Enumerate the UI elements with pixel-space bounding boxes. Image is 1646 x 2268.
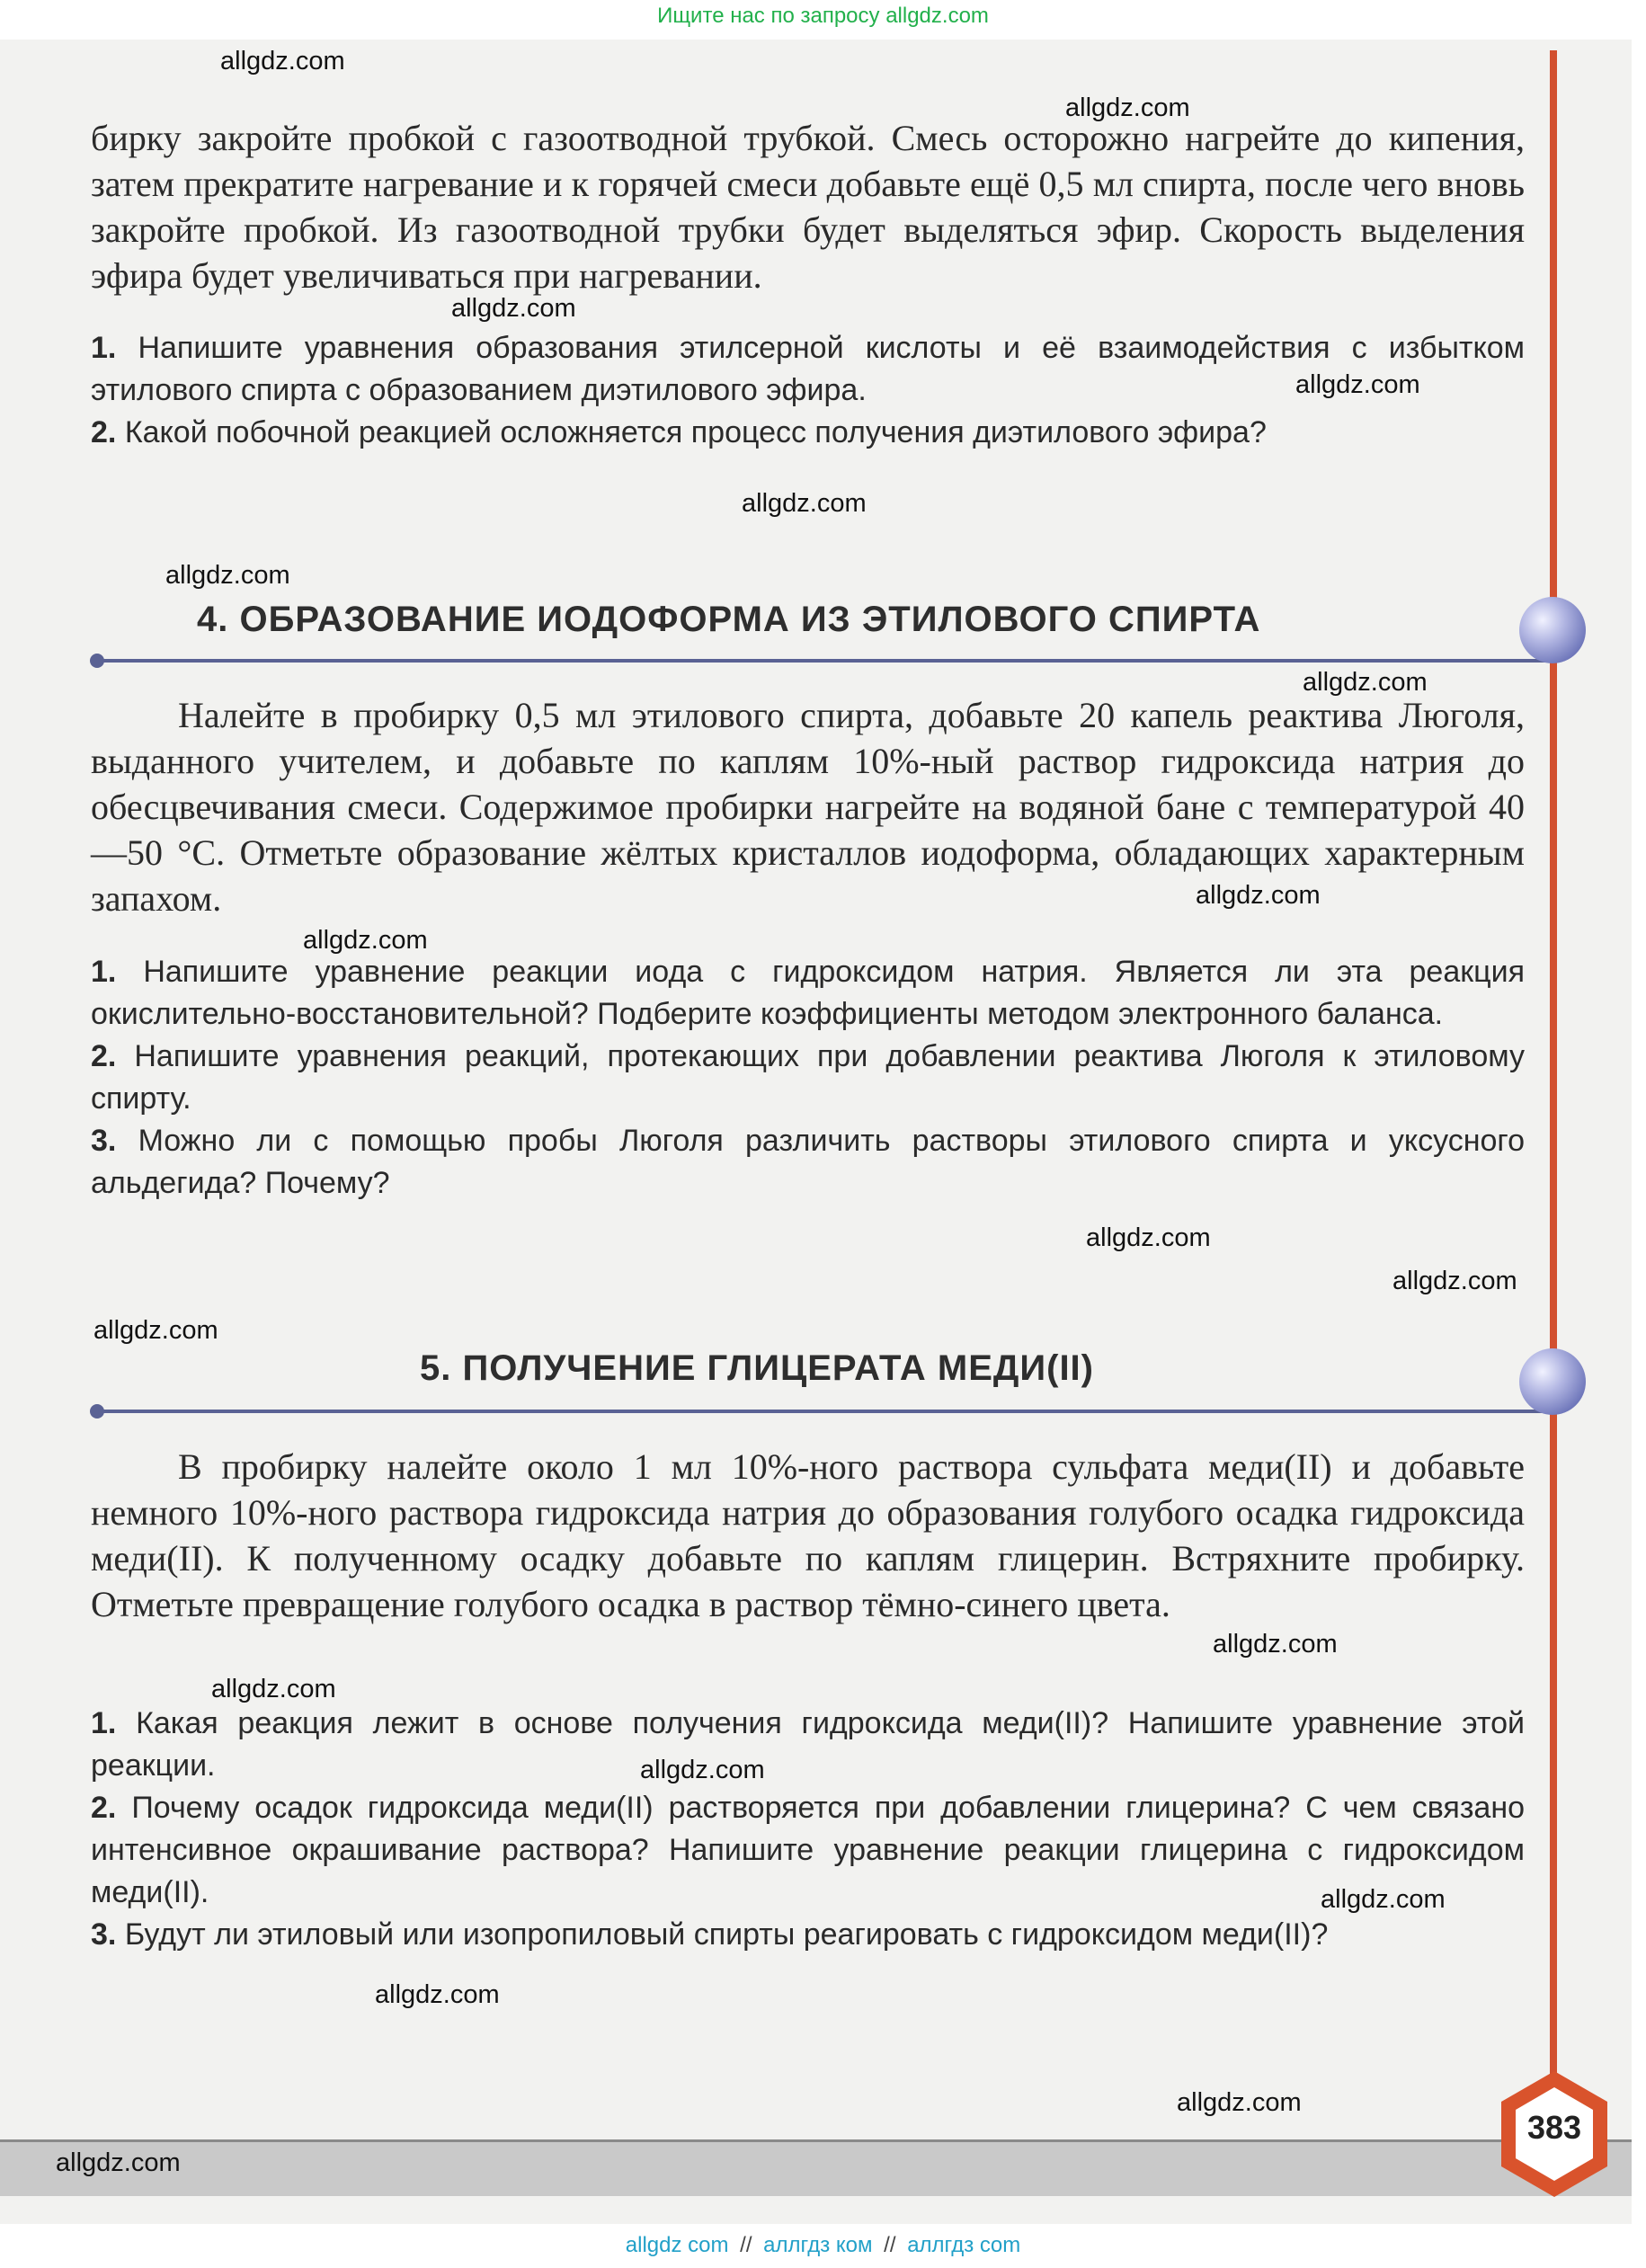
rule-dot <box>90 654 104 668</box>
question-number: 2. <box>91 1039 117 1073</box>
watermark-link[interactable]: allgdz.com <box>640 1756 765 1784</box>
page-footer-band <box>0 2139 1632 2196</box>
question-number: 3. <box>91 1917 117 1952</box>
watermark-link[interactable]: allgdz.com <box>1086 1223 1211 1252</box>
bottom-link[interactable]: аллгдз com <box>907 2233 1021 2257</box>
section-5-paragraph: В пробирку налейте около 1 мл 10%-ного раствора сульфата меди(II) и добавьте немного 10%-ного раствора гидроксида натрия до образования голубого осадка гидроксида меди(II). К полученному осадку добавьте по каплям глицерин. Встряхните пробирку. Отметьте превращение голубого осадка в раствор тёмно-синего цвета. <box>91 1446 1525 1624</box>
intro-paragraph-block <box>91 115 1525 298</box>
watermark-link[interactable]: allgdz.com <box>451 294 576 323</box>
watermark-link[interactable]: allgdz.com <box>56 2148 181 2177</box>
watermark-link[interactable]: allgdz.com <box>1303 668 1428 697</box>
bottom-separator: // <box>740 2233 752 2257</box>
section-ball-marker <box>1519 1348 1586 1415</box>
section-4-paragraph: Налейте в пробирку 0,5 мл этилового спирта, добавьте 20 капель реактива Люголя, выданного учителем, и добавьте по каплям 10%-ный раствор гидроксида натрия до обесцвечивания смеси. Содержимое пробирки нагрейте на водяной бане с температурой 40—50 °С. Отметьте образование жёлтых кристаллов иодоформа, обладающих характерным запахом. <box>91 695 1525 919</box>
question-item <box>91 1914 1525 1956</box>
question-text: Напишите уравнения реакций, протекающих при добавлении реактива Люголя к этиловому спирту. <box>91 1039 1525 1116</box>
question-item <box>91 1036 1525 1120</box>
watermark-link[interactable]: allgdz.com <box>165 561 290 590</box>
question-number: 2. <box>91 415 117 449</box>
watermark-link[interactable]: allgdz.com <box>303 926 428 955</box>
watermark-link[interactable]: allgdz.com <box>211 1675 336 1703</box>
watermark-link[interactable]: allgdz.com <box>220 47 345 76</box>
question-number: 3. <box>91 1124 117 1158</box>
section-4-questions <box>91 951 1525 1205</box>
watermark-link[interactable]: allgdz.com <box>1213 1630 1338 1659</box>
question-text: Напишите уравнения образования этилсерной кислоты и её взаимодействия с избытком этилового спирта с образованием диэтилового эфира. <box>91 331 1525 407</box>
question-item <box>91 1120 1525 1205</box>
rule-dot <box>90 1404 104 1419</box>
section-5-paragraph-block <box>91 1444 1525 1627</box>
question-item <box>91 1787 1525 1914</box>
watermark-link[interactable]: allgdz.com <box>1392 1267 1517 1295</box>
watermark-link[interactable]: allgdz.com <box>1065 93 1190 122</box>
question-item <box>91 951 1525 1036</box>
question-item <box>91 412 1525 454</box>
bottom-link[interactable]: allgdz com <box>625 2233 729 2257</box>
watermark-link[interactable]: allgdz.com <box>93 1316 218 1345</box>
bottom-separator: // <box>884 2233 896 2257</box>
question-item <box>91 1703 1525 1787</box>
section-5-title: 5. ПОЛУЧЕНИЕ ГЛИЦЕРАТА МЕДИ(II) <box>420 1348 1094 1388</box>
question-text: Почему осадок гидроксида меди(II) растворяется при добавлении глицерина? С чем связано интенсивное окрашивание раствора? Напишите уравнение реакции глицерина с гидроксидом меди(II). <box>91 1791 1526 1909</box>
question-number: 1. <box>91 1706 117 1740</box>
bottom-link[interactable]: аллгдз ком <box>763 2233 873 2257</box>
bottom-link-strip <box>0 2233 1646 2258</box>
watermark-link[interactable]: allgdz.com <box>742 489 867 518</box>
question-text: Какой побочной реакцией осложняется процесс получения диэтилового эфира? <box>124 415 1267 449</box>
margin-red-line <box>1550 50 1557 2154</box>
watermark-link[interactable]: allgdz.com <box>1295 370 1420 399</box>
question-text: Какая реакция лежит в основе получения гидроксида меди(II)? Напишите уравнение этой реакции. <box>91 1706 1525 1783</box>
question-text: Напишите уравнение реакции иода с гидроксидом натрия. Является ли эта реакция окислительно-восстановительной? Подберите коэффициенты методом электронного баланса. <box>91 955 1525 1031</box>
question-number: 1. <box>91 955 117 989</box>
watermark-link[interactable]: allgdz.com <box>1321 1885 1446 1914</box>
watermark-link[interactable]: allgdz.com <box>375 1980 500 2009</box>
watermark-link[interactable]: allgdz.com <box>1177 2088 1302 2117</box>
watermark-link[interactable]: allgdz.com <box>1196 881 1321 910</box>
question-text: Можно ли с помощью пробы Люголя различить растворы этилового спирта и уксусного альдегида? Почему? <box>91 1124 1525 1200</box>
section-5-questions <box>91 1703 1525 1956</box>
page-number: 383 <box>1526 2109 1582 2146</box>
section-4-rule <box>97 659 1553 663</box>
section-5-rule <box>97 1410 1553 1413</box>
top-banner: Ищите нас по запросу allgdz.com <box>657 4 989 28</box>
question-text: Будут ли этиловый или изопропиловый спирты реагировать с гидроксидом меди(II)? <box>124 1917 1329 1952</box>
intro-paragraph: бирку закройте пробкой с газоотводной трубкой. Смесь осторожно нагрейте до кипения, затем прекратите нагревание и к горячей смеси добавьте ещё 0,5 мл спирта, после чего вновь закройте пробкой. Из газоотводной трубки будет выделяться эфир. Скорость выделения эфира будет увеличиваться при нагревании. <box>91 118 1525 296</box>
question-number: 1. <box>91 331 117 365</box>
section-4-title: 4. ОБРАЗОВАНИЕ ИОДОФОРМА ИЗ ЭТИЛОВОГО СПИРТА <box>197 600 1261 639</box>
section-ball-marker <box>1519 597 1586 663</box>
question-number: 2. <box>91 1791 117 1825</box>
